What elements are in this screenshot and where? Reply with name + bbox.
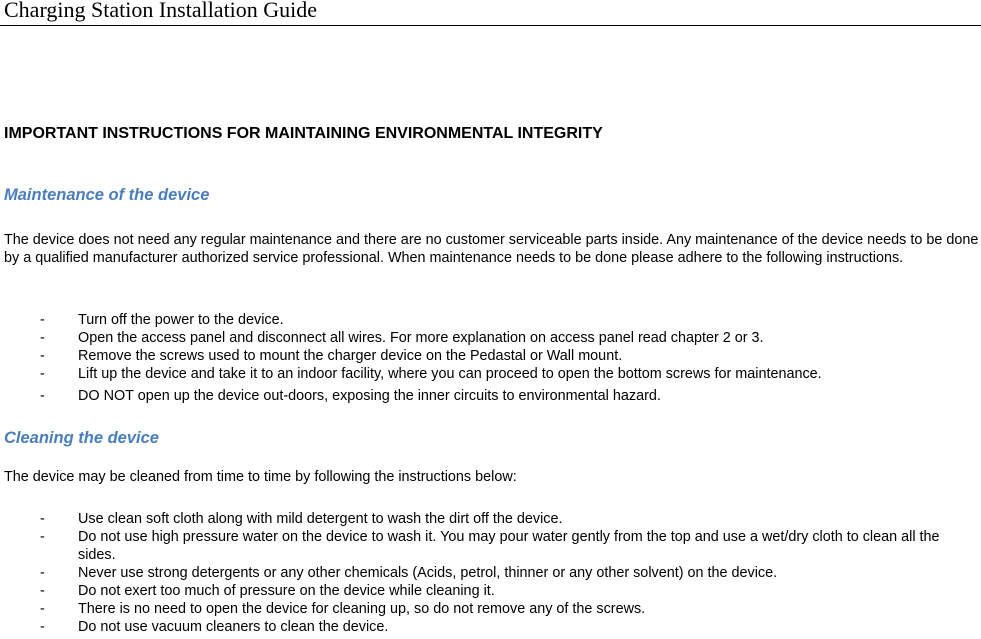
bullet-dash: -: [40, 388, 45, 404]
list-item: [0, 618, 968, 636]
main-heading: IMPORTANT INSTRUCTIONS FOR MAINTAINING ENVIRONMENTAL INTEGRITY: [4, 125, 603, 142]
bullet-dash: -: [40, 330, 45, 346]
bullet-dash: -: [40, 366, 45, 382]
list-item-text: Lift up the device and take it to an indoor facility, where you can proceed to open the bottom screws for maintenance.: [78, 366, 822, 382]
list-item-text: DO NOT open up the device out-doors, exposing the inner circuits to environmental hazard.: [78, 388, 661, 404]
bullet-dash: -: [40, 312, 45, 328]
list-item-text: Do not exert too much of pressure on the device while cleaning it.: [78, 583, 495, 599]
bullet-dash: -: [40, 601, 45, 617]
list-item: [0, 510, 968, 528]
maintenance-intro: The device does not need any regular maintenance and there are no customer serviceable parts inside. Any maintenance of the device needs to be done by a qualified manufacturer authorized service professional. When maintenance needs to be done please adhere to the following instructions.: [4, 232, 979, 266]
list-item-text: Do not use vacuum cleaners to clean the device.: [78, 619, 389, 635]
list-item-text: Never use strong detergents or any other chemicals (Acids, petrol, thinner or any other solvent) on the device.: [78, 565, 778, 581]
bullet-dash: -: [40, 529, 45, 545]
maintenance-steps-list: [0, 311, 981, 405]
list-item: [0, 582, 968, 600]
list-item-text: Use clean soft cloth along with mild detergent to wash the dirt off the device.: [78, 511, 563, 527]
bullet-dash: -: [40, 583, 45, 599]
list-item: [0, 347, 968, 365]
list-item: [0, 329, 968, 347]
list-item-text: Remove the screws used to mount the charger device on the Pedastal or Wall mount.: [78, 348, 623, 364]
list-item: [0, 311, 968, 329]
bullet-dash: -: [40, 511, 45, 527]
cleaning-heading: Cleaning the device: [4, 429, 159, 447]
bullet-dash: -: [40, 619, 45, 635]
cleaning-steps-list: [0, 510, 981, 636]
page-header: [0, 0, 981, 26]
bullet-dash: -: [40, 565, 45, 581]
maintenance-heading: Maintenance of the device: [4, 186, 210, 204]
bullet-dash: -: [40, 348, 45, 364]
list-item: [0, 600, 968, 618]
list-item: [0, 365, 968, 383]
list-item-text: Do not use high pressure water on the device to wash it. You may pour water gently from the top and use a wet/dry cloth to clean all the sides.: [78, 529, 940, 563]
list-item-text: Open the access panel and disconnect all wires. For more explanation on access panel read chapter 2 or 3.: [78, 330, 764, 346]
list-item: [0, 387, 968, 405]
document-title: Charging Station Installation Guide: [4, 0, 318, 22]
list-item-text: There is no need to open the device for cleaning up, so do not remove any of the screws.: [78, 601, 646, 617]
list-item: [0, 564, 968, 582]
list-item: [0, 528, 968, 564]
cleaning-intro: The device may be cleaned from time to time by following the instructions below:: [4, 469, 517, 485]
list-item-text: Turn off the power to the device.: [78, 312, 284, 328]
